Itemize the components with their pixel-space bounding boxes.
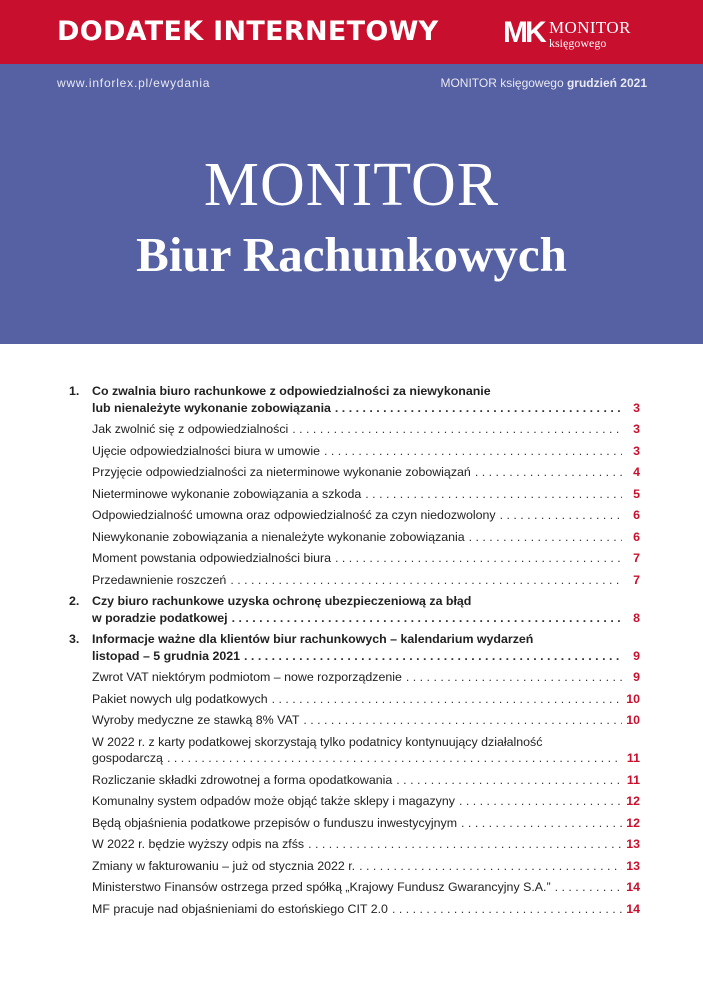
toc-subentry-title: Moment powstania odpowiedzialności biura	[92, 551, 331, 565]
toc-subentry[interactable]	[69, 669, 640, 686]
toc-page: 12	[626, 815, 640, 830]
toc-number: 3.	[69, 632, 80, 646]
leader-dots	[167, 750, 622, 767]
toc-number: 2.	[69, 594, 80, 608]
leader-dots	[244, 648, 622, 665]
toc-entry-1[interactable]	[69, 383, 640, 416]
toc-subentry-title: Wyroby medyczne ze stawką 8% VAT	[92, 713, 300, 727]
toc-page: 7	[633, 551, 640, 565]
magazine-subtitle: Biur Rachunkowych	[136, 227, 567, 282]
toc-page: 3	[633, 443, 640, 458]
svg-text:MK: MK	[503, 16, 544, 48]
issue-date: grudzień 2021	[566, 76, 647, 90]
toc-subentry-title: Ministerstwo Finansów ostrzega przed spółką „Krajowy Fundusz Gwarancyjny S.A.”	[92, 880, 551, 894]
toc-subentry-title-line1: W 2022 r. z karty podatkowej skorzystają tylko podatnicy kontynuujący działalność	[92, 734, 543, 749]
toc-page: 11	[626, 772, 640, 787]
leader-dots	[500, 507, 622, 524]
toc-subentry-title: Przyjęcie odpowiedzialności za nieterminowe wykonanie zobowiązań	[92, 465, 471, 479]
toc-subentry[interactable]	[69, 901, 640, 918]
toc-subentry[interactable]	[69, 691, 640, 708]
toc-subentry-title: Zmiany w fakturowaniu – już od stycznia 2022 r.	[92, 858, 356, 873]
toc-title-line2: lub nienależyte wykonanie zobowiązania	[92, 400, 331, 415]
leader-dots	[335, 400, 622, 417]
magazine-title: MONITOR	[203, 151, 500, 219]
leader-dots	[232, 610, 622, 627]
leader-dots	[461, 815, 622, 832]
leader-dots	[396, 772, 622, 789]
leader-dots	[335, 550, 622, 567]
leader-dots	[365, 486, 622, 503]
toc-subentry[interactable]	[69, 858, 640, 875]
toc-subentry[interactable]	[69, 572, 640, 589]
leader-dots	[292, 421, 622, 438]
toc-subentry-title: Zwrot VAT niektórym podmiotom – nowe rozporządzenie	[92, 670, 402, 684]
logo-name: MONITOR	[549, 18, 631, 37]
toc-title-line1: Co zwalnia biuro rachunkowe z odpowiedzialności za niewykonanie	[92, 384, 491, 398]
toc-subentry-title: Rozliczanie składki zdrowotnej a forma opodatkowania	[92, 772, 393, 787]
toc-page: 3	[633, 422, 640, 436]
toc-page: 6	[633, 508, 640, 522]
toc-page: 8	[633, 610, 640, 625]
leader-dots	[459, 793, 622, 810]
mk-logo-icon	[503, 14, 547, 48]
toc-subentry[interactable]	[69, 421, 640, 438]
website-link[interactable]: www.inforlex.pl/ewydania	[57, 76, 211, 90]
toc-entry-3[interactable]	[69, 631, 640, 664]
toc-subentry-title: Przedawnienie roszczeń	[92, 572, 227, 587]
toc-subentry-title-line2: gospodarczą	[92, 751, 163, 765]
toc-page: 11	[626, 751, 640, 765]
logo-sub: księgowego	[549, 36, 607, 50]
toc-subentry[interactable]	[69, 486, 640, 503]
toc-subentry[interactable]	[69, 879, 640, 896]
title-band	[0, 64, 703, 344]
toc-subentry[interactable]	[69, 712, 640, 729]
toc-subentry[interactable]	[69, 836, 640, 853]
toc-subentry-title: Nieterminowe wykonanie zobowiązania a szkoda	[92, 486, 362, 501]
leader-dots	[272, 691, 622, 708]
toc-page: 6	[633, 529, 640, 544]
issue-prefix: MONITOR księgowego	[440, 76, 564, 90]
toc-page: 13	[626, 858, 640, 873]
toc-subentry[interactable]	[69, 507, 640, 524]
toc-page: 10	[626, 713, 640, 727]
leader-dots	[555, 879, 622, 896]
toc-page: 12	[626, 794, 640, 808]
toc-title-line2: listopad – 5 grudnia 2021	[92, 648, 241, 663]
toc-subentry-title: MF pracuje nad objaśnieniami do estońskiego CIT 2.0	[92, 901, 388, 916]
toc-subentry[interactable]	[69, 550, 640, 567]
leader-dots	[475, 464, 622, 481]
toc-subentry-title: Odpowiedzialność umowna oraz odpowiedzialność za czyn niedozwolony	[92, 508, 496, 522]
toc-page: 7	[633, 572, 640, 587]
toc-page: 3	[633, 400, 640, 415]
top-banner	[0, 0, 703, 64]
leader-dots	[359, 858, 622, 875]
toc-title-line2: w poradzie podatkowej	[92, 610, 228, 625]
toc-page: 4	[633, 465, 640, 479]
toc-subentry[interactable]	[69, 734, 640, 767]
toc-subentry-title: Jak zwolnić się z odpowiedzialności	[92, 422, 289, 436]
toc-page: 13	[626, 837, 640, 851]
toc-title-line1: Informacje ważne dla klientów biur rachunkowych – kalendarium wydarzeń	[92, 632, 534, 646]
leader-dots	[406, 669, 622, 686]
leader-dots	[469, 529, 622, 546]
toc-page: 5	[633, 486, 640, 501]
toc-subentry-title: W 2022 r. będzie wyższy odpis na zfśs	[92, 837, 305, 851]
toc-subentry[interactable]	[69, 464, 640, 481]
toc-subentry[interactable]	[69, 793, 640, 810]
toc-subentry[interactable]	[69, 815, 640, 832]
toc-subentry-title: Pakiet nowych ulg podatkowych	[92, 691, 268, 706]
toc-page: 9	[633, 670, 640, 684]
leader-dots	[230, 572, 622, 589]
toc-subentry[interactable]	[69, 443, 640, 460]
toc-subentry[interactable]	[69, 772, 640, 789]
toc-number: 1.	[69, 384, 80, 398]
toc-subentry[interactable]	[69, 529, 640, 546]
toc-subentry-title: Ujęcie odpowiedzialności biura w umowie	[92, 443, 320, 458]
issue-info	[440, 76, 647, 90]
toc-page: 9	[633, 648, 640, 663]
leader-dots	[324, 443, 622, 460]
toc-page: 14	[626, 880, 640, 894]
toc-title-line1: Czy biuro rachunkowe uzyska ochronę ubezpieczeniową za błąd	[92, 594, 472, 608]
toc-entry-2[interactable]	[69, 593, 640, 626]
toc-subentry-title: Niewykonanie zobowiązania a nienależyte wykonanie zobowiązania	[92, 529, 465, 544]
leader-dots	[308, 836, 622, 853]
leader-dots	[392, 901, 622, 918]
toc-page: 14	[626, 901, 640, 916]
supplement-title: DODATEK INTERNETOWY	[57, 16, 439, 47]
toc-subentry-title: Będą objaśnienia podatkowe przepisów o funduszu inwestycyjnym	[92, 815, 458, 830]
toc-page: 10	[626, 691, 640, 706]
table-of-contents	[69, 383, 640, 922]
leader-dots	[303, 712, 622, 729]
toc-subentry-title: Komunalny system odpadów może objąć także sklepy i magazyny	[92, 794, 455, 808]
